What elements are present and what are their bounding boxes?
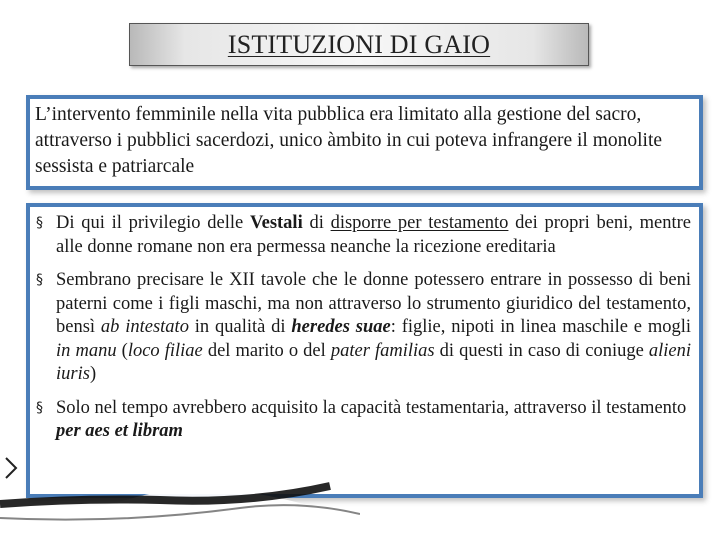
bullet-text: in qualità di bbox=[188, 317, 292, 337]
intro-text: L’intervento femminile nella vita pubblica era limitato alla gestione del sacro, attraverso i pubblici sacerdozi, unico àmbito in cui poteva infrangere il monolite sessista e patriarcale bbox=[35, 104, 663, 177]
bullet-text: Di qui il privilegio delle bbox=[56, 213, 250, 233]
bullet-text: ) bbox=[89, 364, 97, 384]
bullet-term-italic: loco filiae bbox=[127, 340, 203, 361]
bullet-text: : figlie, nipoti in linea maschile e mogli bbox=[390, 317, 691, 337]
intro-box bbox=[26, 95, 703, 190]
bullet-marker-icon: § bbox=[36, 399, 43, 416]
bullet-term-bold-italic: per aes et libram bbox=[56, 421, 183, 441]
bullet-text: del marito o del bbox=[202, 340, 331, 361]
bullet-term-vestali: Vestali bbox=[249, 213, 303, 233]
bullet-item bbox=[34, 212, 691, 259]
bullet-text: Solo nel tempo avrebbero acquisito la capacità testamentaria, attraverso il testamento bbox=[56, 397, 687, 418]
bullet-term-italic: ab intestato bbox=[100, 317, 189, 337]
bullet-text: dei propri beni, mentre alle donne romane non era permessa neanche la ricezione ereditaria bbox=[56, 213, 692, 257]
bullet-text: ( bbox=[116, 340, 128, 361]
bullet-term-italic: pater familias bbox=[330, 340, 435, 361]
bullet-item bbox=[34, 269, 691, 387]
bullet-text: di questi in caso di coniuge bbox=[434, 340, 649, 361]
bullet-text: Sembrano precisare le XII tavole che le donne potessero entrare in possesso di beni paterni come i figli maschi, ma non attraverso lo strumento giuridico del testamento, bensì bbox=[56, 270, 691, 337]
bullet-marker-icon: § bbox=[36, 215, 43, 231]
bullets-box bbox=[26, 203, 703, 498]
bullet-marker-icon: § bbox=[36, 272, 43, 288]
bullet-term-italic: in manu bbox=[56, 340, 117, 361]
corner-arrow-icon bbox=[4, 456, 18, 480]
bullet-term-italic: alieni iuris bbox=[56, 340, 692, 384]
page-title: ISTITUZIONI DI GAIO bbox=[227, 29, 491, 59]
bullet-item bbox=[34, 397, 691, 444]
bullet-term-bold-italic: heredes suae bbox=[291, 317, 391, 337]
bullet-term-underlined: disporre per testamento bbox=[330, 213, 509, 233]
title-box bbox=[129, 23, 589, 66]
bullet-text: di bbox=[302, 213, 331, 233]
